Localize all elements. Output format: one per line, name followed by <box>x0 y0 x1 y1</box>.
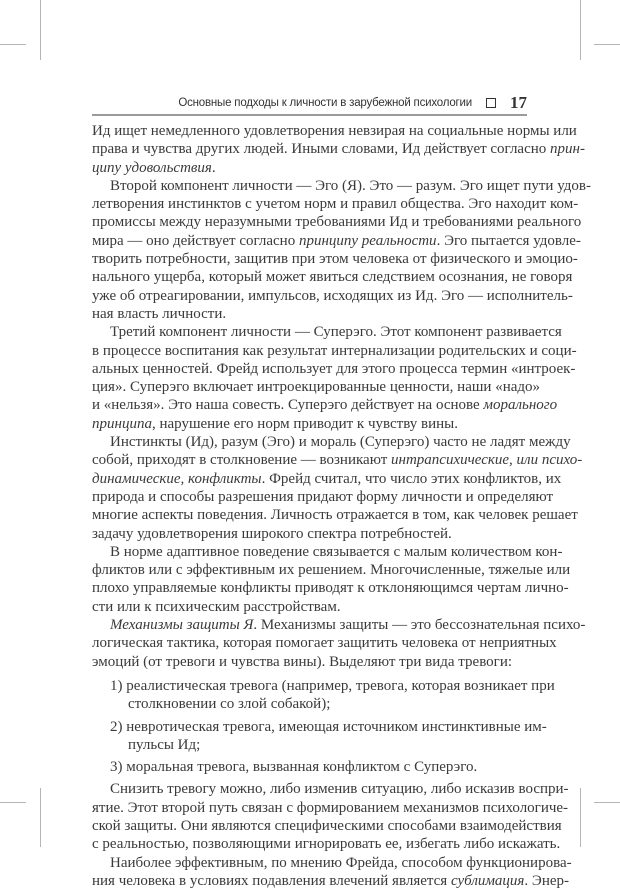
text-line <box>92 872 570 890</box>
text-run: задачу удовлетворения широкого спектра потребностей. <box>92 525 452 542</box>
text-run: ния человека в условиях подавления влечений является <box>92 872 451 889</box>
text-run: ция». Суперэго включает интроекцированные ценности, наши «надо» <box>92 379 541 396</box>
text-line <box>92 758 527 776</box>
text-line <box>92 634 557 652</box>
text-run: нального ущерба, который может явиться следствием осознания, не говоря <box>92 269 573 286</box>
text-line <box>92 817 562 835</box>
text-run: 1) реалистическая тревога (например, тревога, которая возникает при <box>110 677 555 694</box>
text-run: Третий компонент личности — Суперэго. Этот компонент развивается <box>110 324 562 341</box>
text-run: мира — оно действует согласно <box>92 232 299 249</box>
italic-term: принципу реальности <box>298 232 437 249</box>
text-run: фликтов или с эффективным их решением. Многочисленные, тяжелые или <box>92 562 571 579</box>
paragraph <box>92 780 569 853</box>
text-run: . Энер- <box>524 872 570 889</box>
crop-mark <box>0 802 26 803</box>
text-run: многие аспекты поведения. Личность отражается в том, как человек решает <box>92 507 578 524</box>
text-run: Второй компонент личности — Эго (Я). Это — разум. Эго ищет пути удов- <box>110 177 591 194</box>
text-line <box>92 305 527 323</box>
text-line <box>92 195 579 213</box>
text-run: Наиболее эффективным, по мнению Фрейда, способом функционирова- <box>110 854 572 871</box>
list-item <box>92 718 547 755</box>
text-run: в процессе воспитания как результат интернализации родительских и соци- <box>92 342 577 359</box>
text-run: . <box>211 159 216 176</box>
text-line <box>92 287 573 305</box>
italic-term: принципа <box>92 415 152 432</box>
paragraph <box>92 433 583 543</box>
text-line <box>92 695 527 713</box>
text-line <box>92 140 585 158</box>
text-line <box>92 835 561 853</box>
text-line <box>92 799 569 817</box>
italic-term: интрапсихические, или психо- <box>391 452 583 469</box>
text-run: альных ценностей. Фрейд использует для этого процесса термин «интроек- <box>92 360 576 377</box>
text-run: В норме адаптивное поведение связывается с малым количеством кон- <box>110 543 563 560</box>
italic-term: ципу удовольствия <box>92 159 212 176</box>
paragraph <box>92 122 585 177</box>
text-line <box>92 854 572 872</box>
text-line <box>92 598 527 616</box>
text-line <box>92 213 582 231</box>
text-run: ятие. Этот второй путь связан с формированием механизмов психологиче- <box>92 799 569 816</box>
italic-term: динамические, конфликты <box>92 470 262 487</box>
text-run: Снизить тревогу можно, либо изменив ситуацию, либо исказив воспри- <box>110 781 569 798</box>
list-item <box>92 677 555 714</box>
italic-term: морального <box>483 397 558 414</box>
paragraph <box>92 854 572 890</box>
text-line <box>92 323 562 341</box>
text-line <box>92 177 591 195</box>
text-run: собой, приходят в столкновение — возникают <box>92 452 392 469</box>
running-header <box>92 92 527 114</box>
text-line <box>92 232 581 250</box>
text-line <box>92 616 586 634</box>
crop-mark <box>40 0 41 60</box>
italic-term: прин- <box>550 141 585 158</box>
page-body <box>92 122 591 890</box>
crop-mark <box>0 44 26 45</box>
running-header-title: Основные подходы к личности в зарубежной психологии <box>178 97 472 109</box>
crop-mark <box>580 788 581 847</box>
crop-mark <box>580 0 581 60</box>
text-run: 3) моральная тревога, вызванная конфликтом с Суперэго. <box>110 759 478 776</box>
text-line <box>92 561 571 579</box>
text-run: Инстинкты (Ид), разум (Эго) и мораль (Суперэго) часто не ладят между <box>110 434 571 451</box>
text-line <box>92 415 527 433</box>
text-line <box>92 451 583 469</box>
text-line <box>92 525 527 543</box>
italic-term: сублимация <box>450 872 525 889</box>
text-run: сти или к психическим расстройствам. <box>92 598 341 615</box>
crop-mark <box>594 44 620 45</box>
text-line <box>92 268 573 286</box>
text-line <box>92 122 577 140</box>
text-run: ная власть личности. <box>92 305 227 322</box>
text-run: . Фрейд считал, что число этих конфликтов, их <box>261 470 562 487</box>
text-line <box>92 360 576 378</box>
text-run: Ид ищет немедленного удовлетворения невзирая на социальные нормы или <box>92 123 577 139</box>
header-rule <box>92 114 527 116</box>
paragraph <box>92 543 571 616</box>
text-run: ской защиты. Они являются специфическими способами взаимодействия <box>92 817 562 834</box>
page-number: 17 <box>510 93 527 112</box>
list-item <box>92 758 527 776</box>
text-run: плохо управляемые конфликты приводят к отклоняющимся чертам лично- <box>92 580 569 597</box>
text-line <box>92 396 558 414</box>
text-run: летворения инстинктов с учетом норм и правил общества. Эго находит ком- <box>92 196 579 213</box>
square-bullet-icon <box>486 98 496 108</box>
text-line <box>92 653 527 671</box>
italic-term: Механизмы защиты Я <box>110 617 254 634</box>
text-line <box>92 780 569 798</box>
text-run: с реальностью, позволяющими игнорировать ее, избегать либо искажать. <box>92 836 561 853</box>
crop-mark <box>594 802 620 803</box>
text-run: промиссы между неразумными требованиями Ид и требованиями реального <box>92 214 582 231</box>
text-run: природа и способы разрешения придают форму личности и определяют <box>92 488 554 505</box>
text-run: эмоций (от тревоги и чувства вины). Выделяют три вида тревоги: <box>92 653 513 670</box>
text-run: уже об отреагировании, импульсов, исходящих из Ид. Эго — исполнитель- <box>92 287 573 304</box>
text-line <box>92 677 555 695</box>
text-line <box>92 506 578 524</box>
text-run: . Эго пытается удовле- <box>436 232 581 249</box>
text-line <box>92 488 554 506</box>
paragraph <box>92 177 591 323</box>
text-run: . Механизмы защиты — это бессознательная психо- <box>253 617 586 634</box>
text-run: права и чувства других людей. Иными словами, Ид действует согласно <box>92 141 551 158</box>
paragraph <box>92 323 577 433</box>
text-run: , нарушение его норм приводит к чувству вины. <box>151 415 458 432</box>
text-run: и «нельзя». Это наша совесть. Суперэго действует на основе <box>92 397 484 414</box>
text-line <box>92 433 571 451</box>
text-line <box>92 543 563 561</box>
text-line <box>92 470 562 488</box>
text-line <box>92 159 527 177</box>
text-run: творить потребности, защитив при этом человека от физического и эмоцио- <box>92 251 578 268</box>
text-run: 2) невротическая тревога, имеющая источником инстинктивные им- <box>110 718 547 735</box>
paragraph <box>92 616 586 671</box>
crop-mark <box>40 788 41 847</box>
text-line <box>92 250 578 268</box>
text-line <box>92 342 577 360</box>
text-line <box>92 736 527 754</box>
text-line <box>92 718 547 736</box>
text-run: пульсы Ид; <box>128 736 201 753</box>
text-line <box>92 378 541 396</box>
text-run: логическая тактика, которая помогает защитить человека от неприятных <box>92 635 557 652</box>
text-line <box>92 579 569 597</box>
text-run: столкновении со злой собакой); <box>128 696 331 713</box>
